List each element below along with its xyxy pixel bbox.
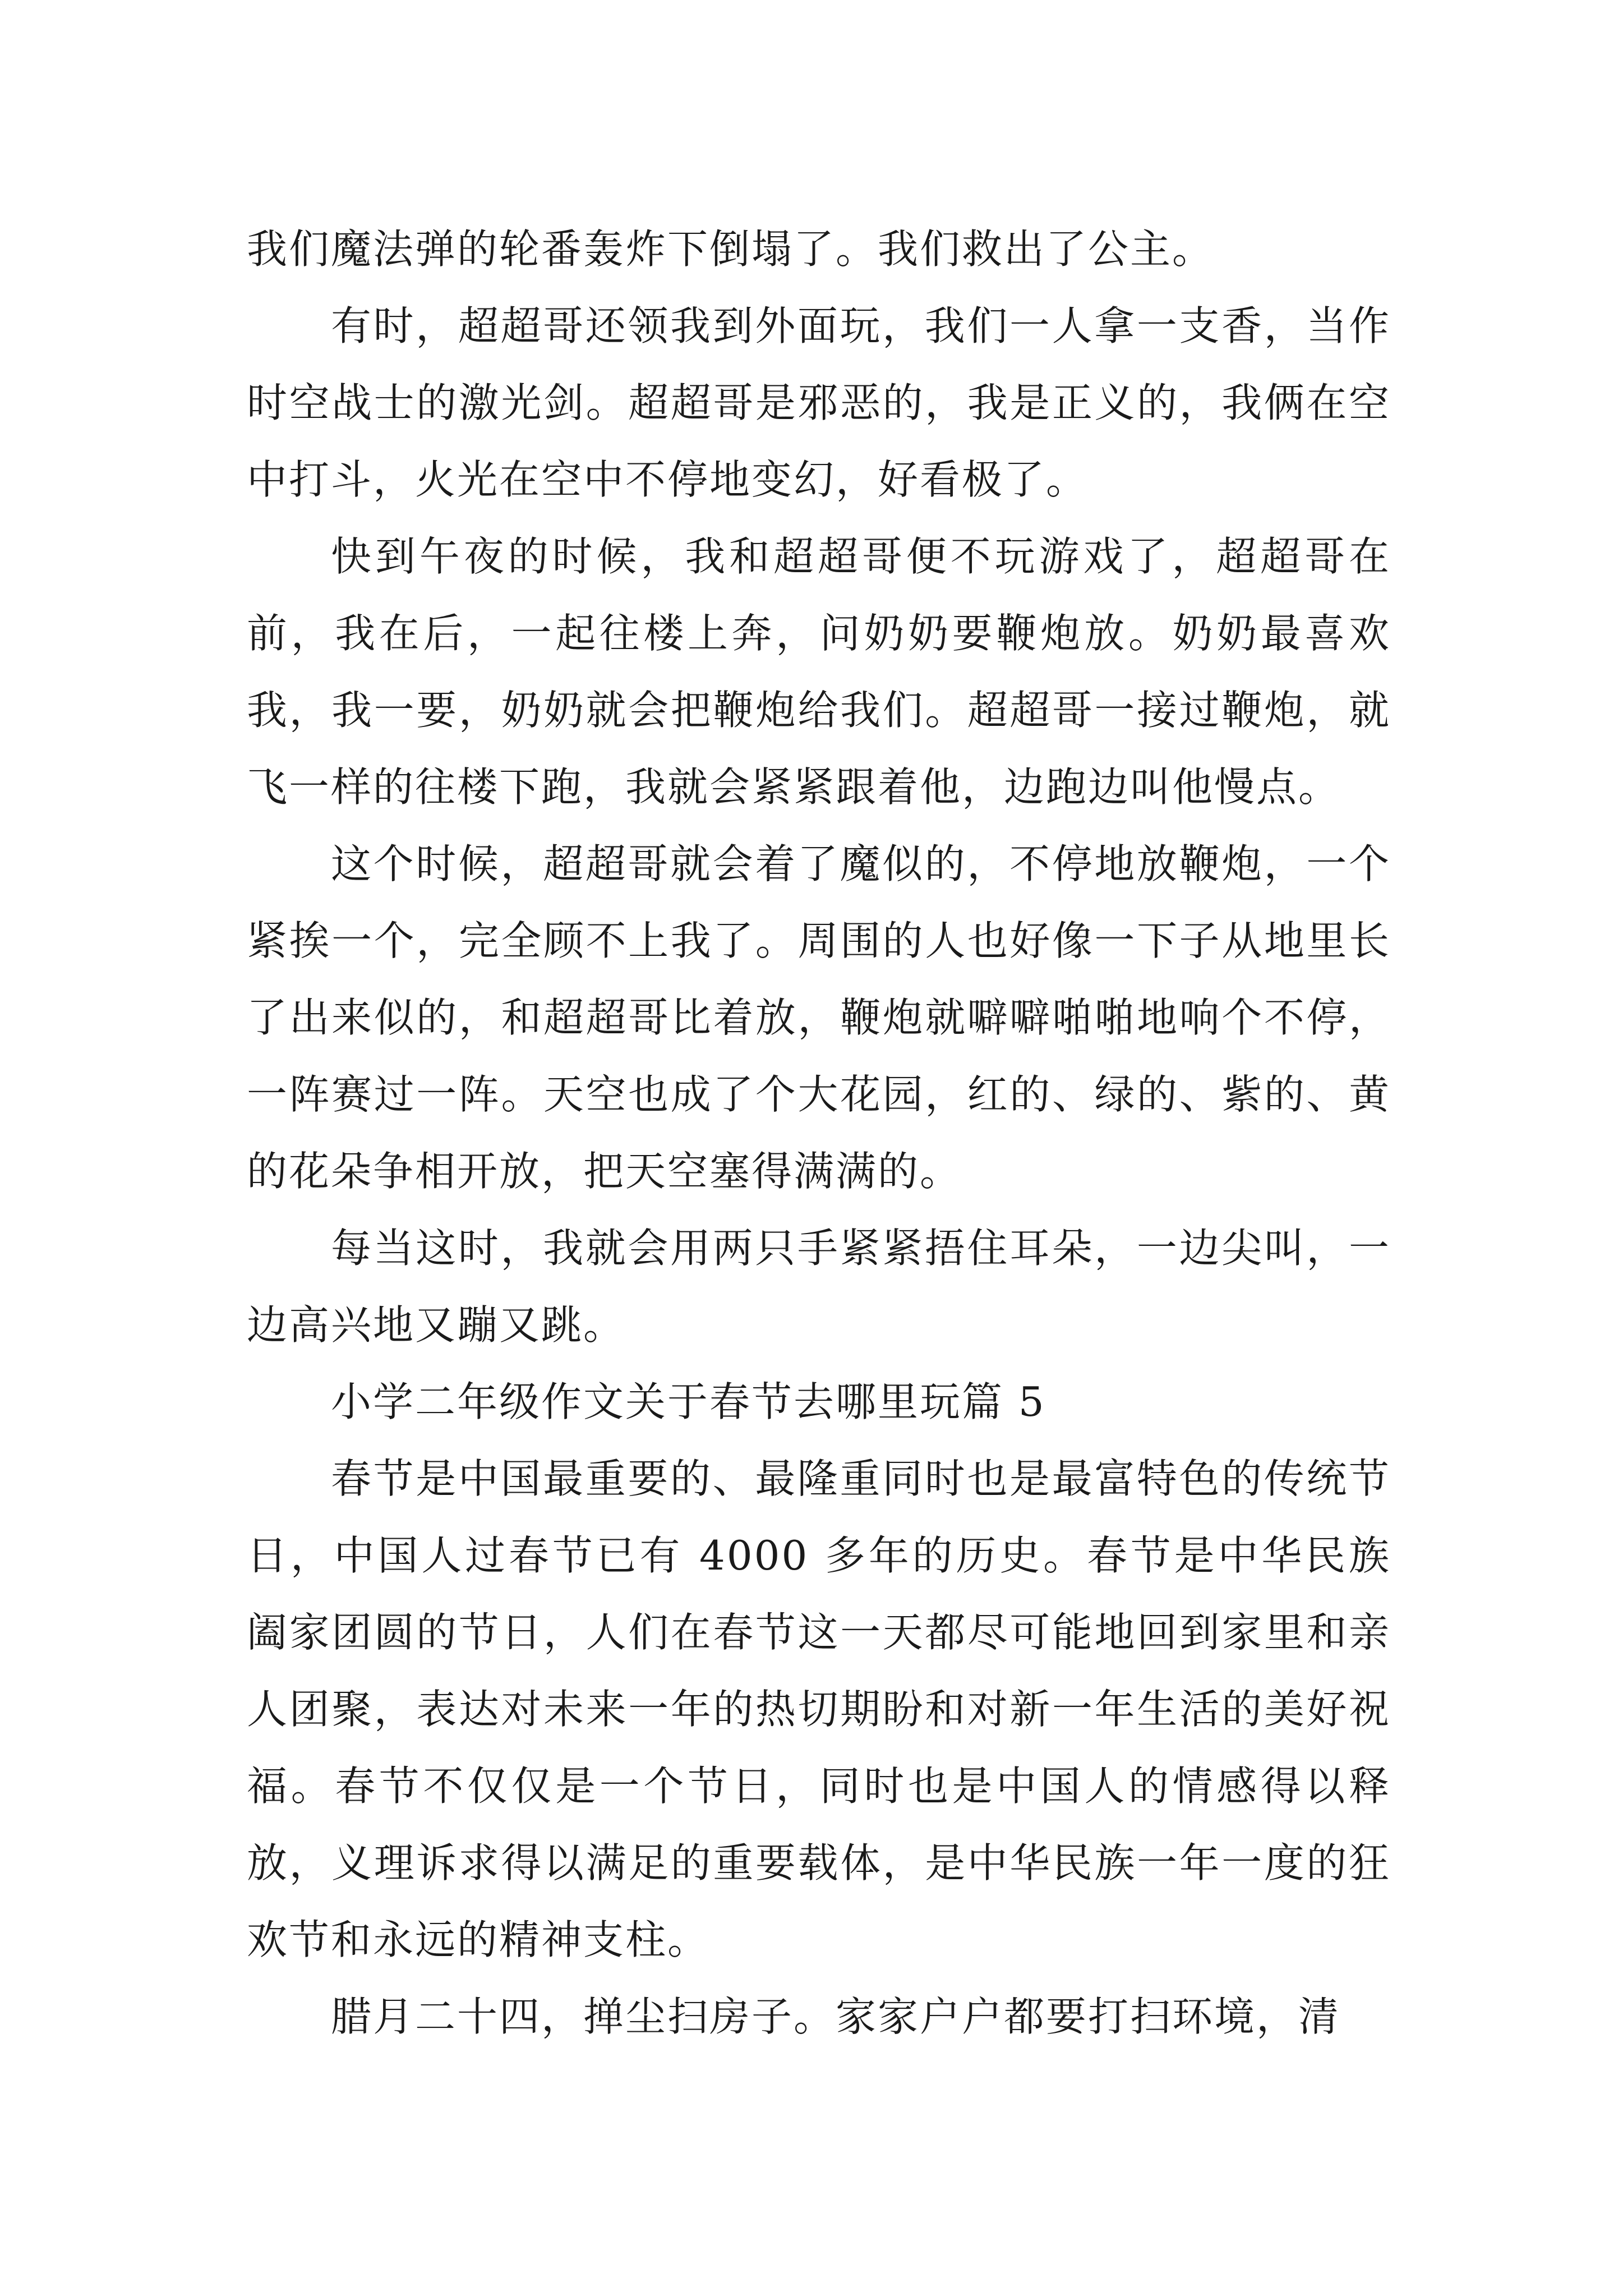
paragraph-5: 每当这时，我就会用两只手紧紧捂住耳朵，一边尖叫，一边高兴地又蹦又跳。 (247, 1225, 1391, 1349)
section-heading: 小学二年级作文关于春节去哪里玩篇 5 (331, 1378, 1046, 1425)
paragraph-3: 快到午夜的时候，我和超超哥便不玩游戏了，超超哥在前，我在后，一起往楼上奔，问奶奶要鞭炮放。奶奶最喜欢我，我一要，奶奶就会把鞭炮给我们。超超哥一接过鞭炮，就飞一样的往楼下跑，我就会紧紧跟着他，边跑边叫他慢点。 (247, 533, 1391, 811)
body-text (247, 211, 1391, 2055)
paragraph-4: 这个时候，超超哥就会着了魔似的，不停地放鞭炮，一个紧挨一个，完全顾不上我了。周围的人也好像一下子从地里长了出来似的，和超超哥比着放，鞭炮就噼噼啪啪地响个不停，一阵赛过一阵。天空也成了个大花园，红的、绿的、紫的、黄的花朵争相开放，把天空塞得满满的。 (247, 840, 1391, 1195)
paragraph-2: 有时，超超哥还领我到外面玩，我们一人拿一支香，当作时空战士的激光剑。超超哥是邪恶的，我是正义的，我俩在空中打斗，火光在空中不停地变幻，好看极了。 (247, 302, 1391, 503)
paragraph-8: 腊月二十四，掸尘扫房子。家家户户都要打扫环境，清 (331, 1993, 1341, 2040)
paragraph-1: 我们魔法弹的轮番轰炸下倒塌了。我们救出了公主。 (247, 226, 1215, 273)
paragraph-7: 春节是中国最重要的、最隆重同时也是最富特色的传统节日，中国人过春节已有 4000 多年的历史。春节是中华民族阖家团圆的节日，人们在春节这一天都尽可能地回到家里和亲人团聚，表达对未来一年的热切期盼和对新一年生活的美好祝福。春节不仅仅是一个节日，同时也是中国人的情感得以释放，义理诉求得以满足的重要载体，是中华民族一年一度的狂欢节和永远的精神支柱。 (247, 1455, 1391, 1963)
